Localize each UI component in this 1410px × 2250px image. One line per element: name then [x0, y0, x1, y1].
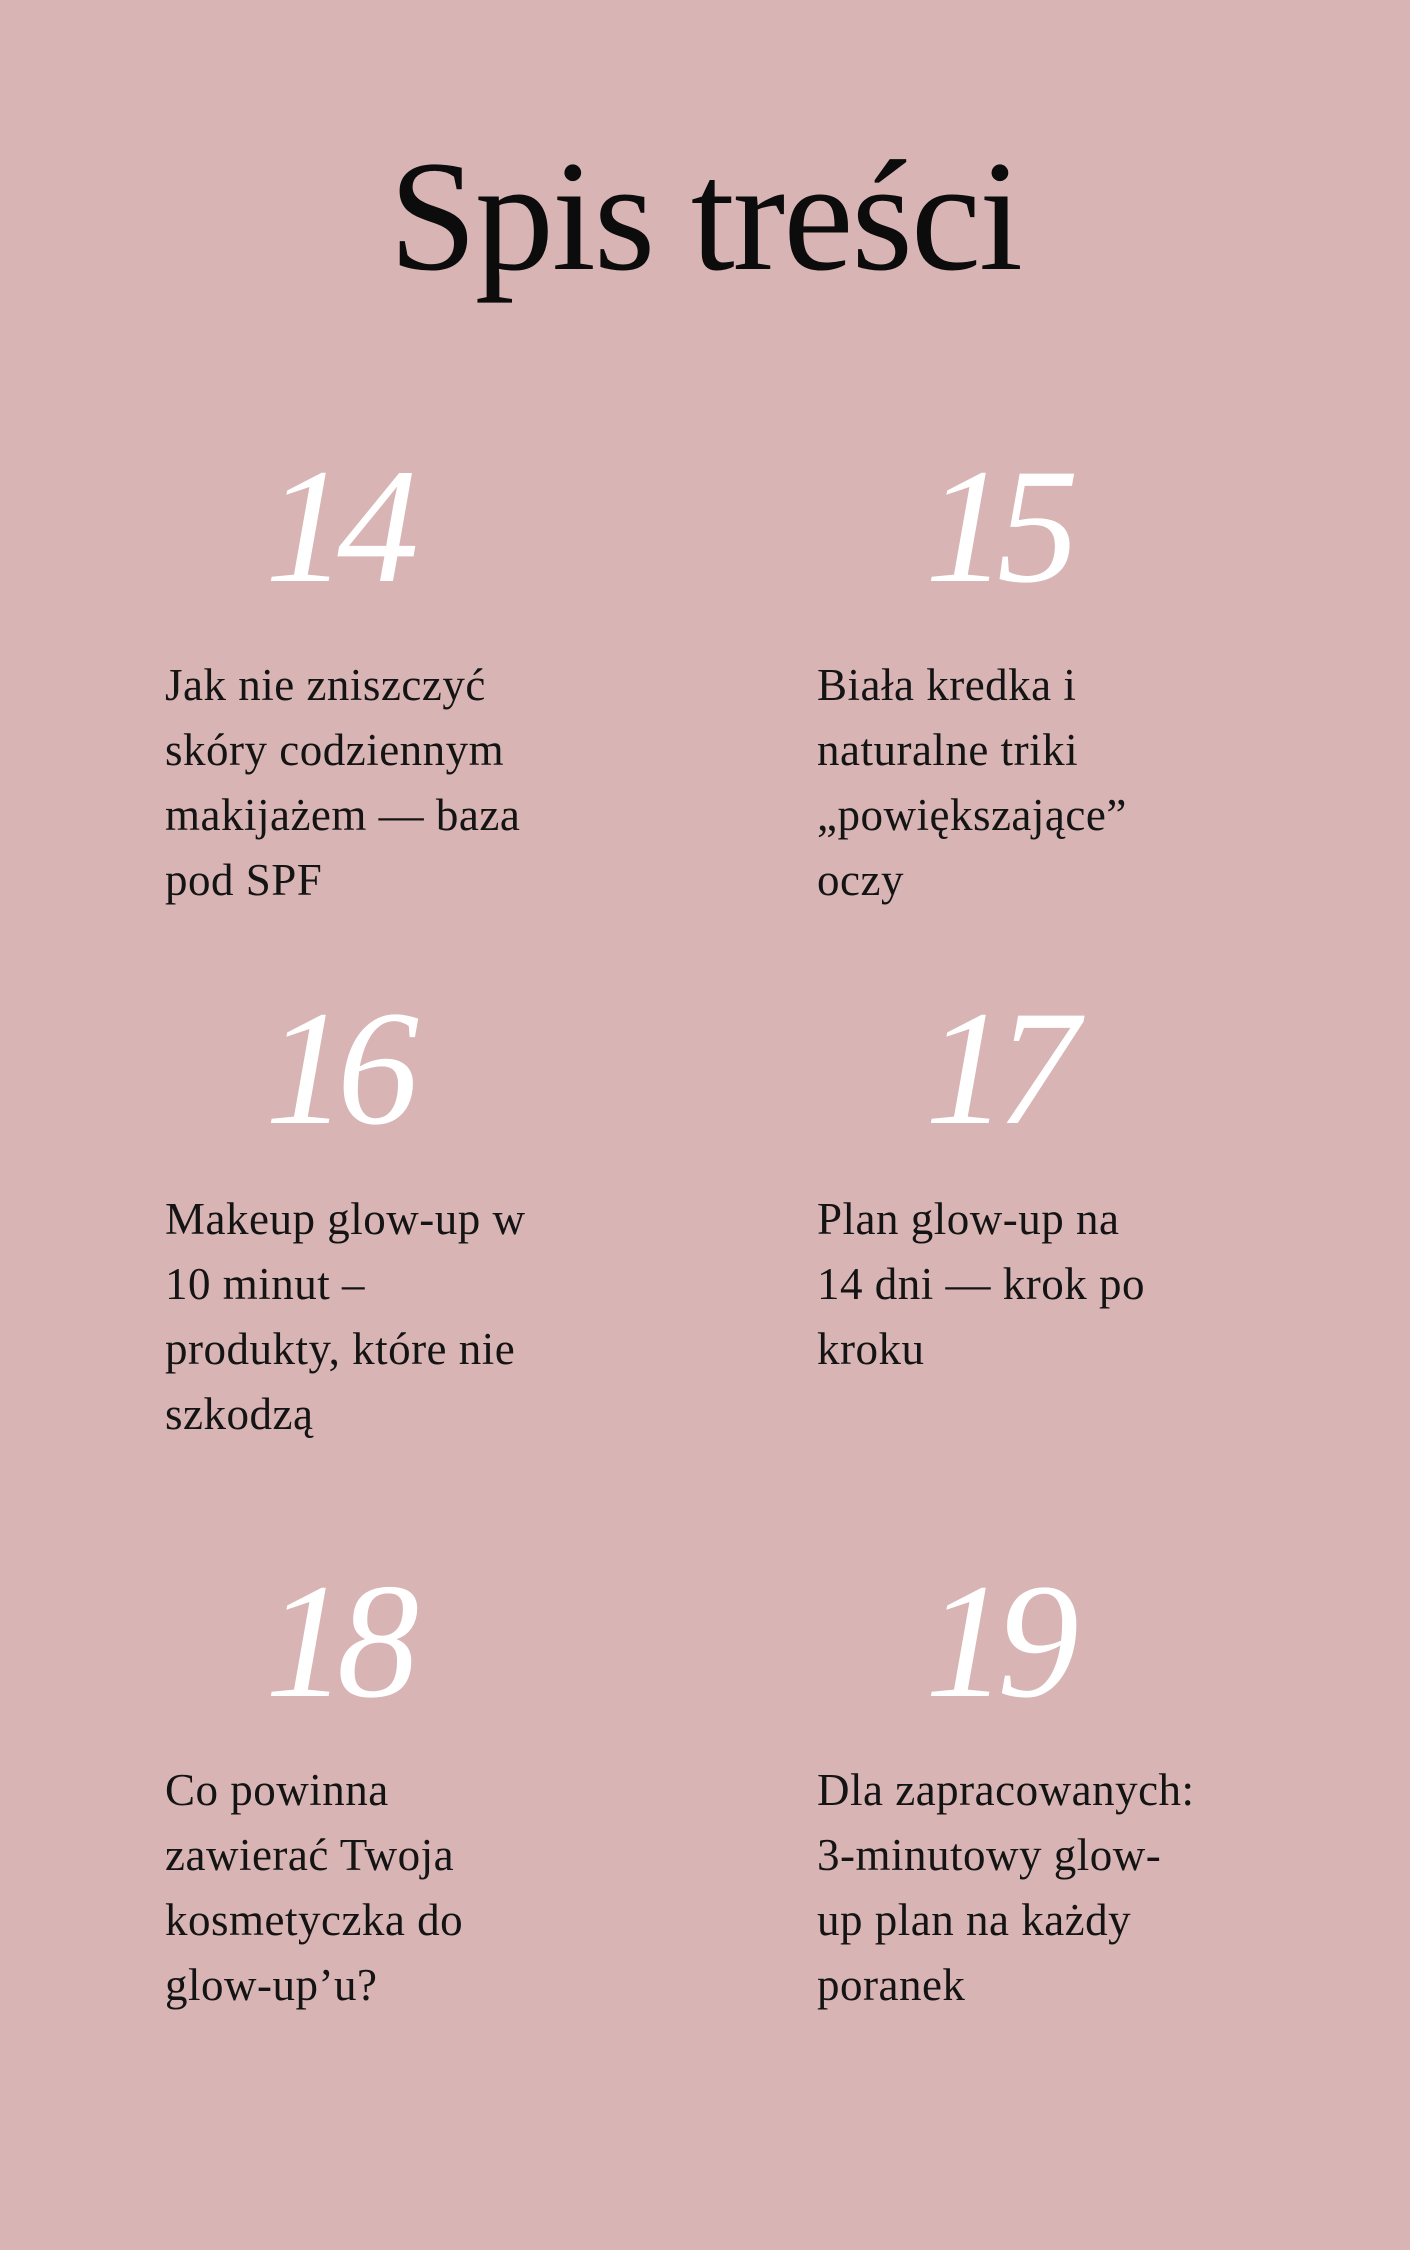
- entry-line: oczy: [817, 855, 904, 905]
- entry-line: „powiększające”: [817, 790, 1127, 840]
- entry-title: [165, 653, 645, 913]
- entry-line: makijażem — baza: [165, 790, 521, 840]
- page-number: 14: [265, 436, 409, 617]
- entry-line: pod SPF: [165, 855, 323, 905]
- entry-line: kosmetyczka do: [165, 1895, 464, 1945]
- page-number: 19: [925, 1551, 1069, 1732]
- entry-line: 3-minutowy glow-: [817, 1830, 1162, 1880]
- entry-title: [817, 1187, 1297, 1382]
- entry-line: Makeup glow-up w: [165, 1194, 526, 1244]
- entry-line: glow-up’u?: [165, 1960, 378, 2010]
- page-number: 18: [265, 1551, 409, 1732]
- entry-line: up plan na każdy: [817, 1895, 1132, 1945]
- entry-line: szkodzą: [165, 1389, 314, 1439]
- toc-entry-18[interactable]: [165, 1551, 645, 2010]
- entry-line: Jak nie zniszczyć: [165, 660, 486, 710]
- entry-line: skóry codziennym: [165, 725, 505, 775]
- entry-title: [165, 1758, 645, 2018]
- entry-line: Biała kredka i: [817, 660, 1077, 710]
- entry-line: poranek: [817, 1960, 966, 2010]
- toc-entry-16[interactable]: [165, 978, 645, 1439]
- toc-entry-19[interactable]: [817, 1551, 1297, 2010]
- toc-entry-17[interactable]: [817, 978, 1297, 1374]
- page-title: Spis treści: [389, 129, 1021, 304]
- entry-line: produkty, które nie: [165, 1324, 516, 1374]
- entry-title: [165, 1187, 645, 1447]
- page-number: 17: [925, 978, 1069, 1159]
- entry-line: zawierać Twoja: [165, 1830, 455, 1880]
- entry-line: naturalne triki: [817, 725, 1079, 775]
- entry-line: Plan glow-up na: [817, 1194, 1120, 1244]
- page-number: 16: [265, 978, 409, 1159]
- entry-line: 10 minut –: [165, 1259, 366, 1309]
- entry-line: 14 dni — krok po: [817, 1259, 1145, 1309]
- entry-line: kroku: [817, 1324, 925, 1374]
- entry-line: Co powinna: [165, 1765, 389, 1815]
- entry-title: [817, 653, 1297, 913]
- entry-title: [817, 1758, 1297, 2018]
- entry-line: Dla zapracowanych:: [817, 1765, 1195, 1815]
- page-number: 15: [925, 436, 1069, 617]
